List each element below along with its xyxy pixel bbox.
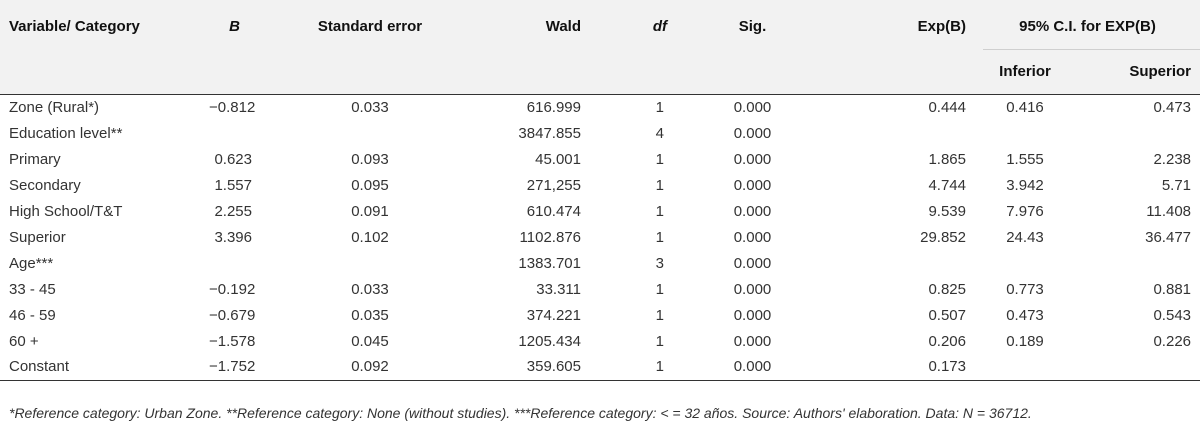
cell-category: Primary [9,150,61,168]
cell-sig: 0.000 [733,358,772,376]
cell-superior: 0.543 [1153,306,1192,324]
cell-category: Education level** [9,124,123,142]
cell-standard-error: 0.033 [351,98,389,116]
cell-standard-error: 0.095 [351,176,389,194]
cell-b: 3.396 [214,228,252,246]
cell-sig: 0.000 [733,124,772,142]
cell-category: 46 - 59 [9,306,56,324]
header-df: df [652,18,667,35]
cell-expb: 1.865 [928,150,966,168]
cell-wald: 610.474 [526,202,581,220]
cell-standard-error: 0.092 [351,358,389,376]
header-standard-error: Standard error [317,18,423,35]
header-confidence-interval: 95% C.I. for EXP(B) [975,0,1200,50]
cell-expb: 0.444 [928,98,966,116]
cell-inferior: 3.942 [1006,176,1044,194]
cell-df: 1 [655,332,664,350]
cell-sig: 0.000 [733,280,772,298]
cell-wald: 616.999 [526,98,581,116]
header-wald: Wald [545,18,581,35]
cell-inferior: 0.416 [1006,98,1044,116]
cell-superior: 5.71 [1161,176,1192,194]
header-sig: Sig. [738,18,767,35]
cell-standard-error: 0.102 [351,228,389,246]
cell-sig: 0.000 [733,254,772,272]
header-b: B [229,18,240,35]
cell-sig: 0.000 [733,150,772,168]
cell-superior [1075,120,1200,146]
table-row [0,354,1200,380]
header-inferior: Inferior [999,63,1051,81]
cell-expb: 0.507 [928,306,966,324]
cell-category: 33 - 45 [9,280,56,298]
cell-sig: 0.000 [733,332,772,350]
table-row [0,224,1200,250]
cell-wald: 271,255 [526,176,581,194]
cell-df: 1 [655,358,664,376]
cell-superior: 0.881 [1153,280,1192,298]
cell-b: −0.679 [209,306,256,324]
cell-wald: 374.221 [526,306,581,324]
table-row [0,146,1200,172]
cell-b [200,120,280,146]
table-footnote: *Reference category: Urban Zone. **Reference category: None (without studies). ***Reference category: < = 32 años. Source: Authors' elaboration. Data: N = 36712. [9,405,1032,421]
cell-superior: 36.477 [1145,228,1192,246]
cell-superior: 0.226 [1153,332,1192,350]
cell-expb: 0.173 [928,358,966,376]
cell-df: 1 [655,306,664,324]
cell-expb: 29.852 [920,228,966,246]
cell-sig: 0.000 [733,98,772,116]
cell-category: Zone (Rural*) [9,98,100,116]
cell-superior: 0.473 [1153,98,1192,116]
cell-sig: 0.000 [733,202,772,220]
cell-wald: 1102.876 [519,228,581,246]
cell-inferior: 24.43 [1006,228,1044,246]
cell-df: 1 [655,202,664,220]
cell-category: High School/T&T [9,202,123,220]
cell-inferior [975,250,1075,276]
cell-df: 1 [655,98,664,116]
cell-wald: 359.605 [526,358,581,376]
cell-sig: 0.000 [733,306,772,324]
cell-b: 1.557 [214,176,252,194]
table-row [0,276,1200,302]
cell-standard-error: 0.091 [351,202,389,220]
cell-standard-error: 0.045 [351,332,389,350]
table-row [0,250,1200,276]
header-expb: Exp(B) [917,18,966,35]
cell-b [200,250,280,276]
cell-superior: 2.238 [1153,150,1192,168]
cell-b: −1.752 [209,358,256,376]
cell-df: 1 [655,150,664,168]
cell-df: 4 [655,124,664,142]
header-superior: Superior [1129,63,1192,81]
table-body [0,94,1200,380]
cell-standard-error: 0.033 [351,280,389,298]
cell-b: −0.192 [209,280,256,298]
cell-df: 1 [655,228,664,246]
cell-expb: 0.206 [928,332,966,350]
cell-inferior: 0.773 [1006,280,1044,298]
cell-wald: 3847.855 [518,124,581,142]
table-row [0,94,1200,120]
cell-df: 3 [655,254,664,272]
cell-superior: 11.408 [1146,202,1192,220]
cell-b: 2.255 [214,202,252,220]
cell-inferior: 7.976 [1006,202,1044,220]
cell-sig: 0.000 [733,228,772,246]
cell-standard-error [280,250,460,276]
cell-wald: 45.001 [535,150,581,168]
table-header [0,0,1200,94]
cell-b: −0.812 [209,98,256,116]
cell-standard-error: 0.035 [351,306,389,324]
cell-wald: 1205.434 [518,332,581,350]
table-row [0,198,1200,224]
cell-wald: 1383.701 [518,254,581,272]
cell-inferior: 0.473 [1006,306,1044,324]
table-row [0,302,1200,328]
cell-inferior [975,354,1075,380]
cell-b: 0.623 [214,150,252,168]
header-row-top [0,0,1200,50]
table-row [0,172,1200,198]
cell-b: −1.578 [209,332,256,350]
cell-sig: 0.000 [733,176,772,194]
cell-superior [1075,354,1200,380]
cell-expb: 0.825 [928,280,966,298]
cell-standard-error: 0.093 [351,150,389,168]
cell-inferior [975,120,1075,146]
cell-df: 1 [655,280,664,298]
table-row [0,328,1200,354]
cell-expb [805,120,975,146]
cell-df: 1 [655,176,664,194]
cell-expb: 9.539 [928,202,966,220]
cell-category: Age*** [9,254,54,272]
cell-inferior: 0.189 [1006,332,1044,350]
header-variable: Variable/ Category [9,18,140,35]
cell-expb [805,250,975,276]
cell-category: Superior [9,228,66,246]
cell-standard-error [280,120,460,146]
cell-wald: 33.311 [536,280,581,298]
cell-inferior: 1.555 [1006,150,1044,168]
cell-category: Constant [9,358,70,376]
cell-category: Secondary [9,176,81,194]
cell-expb: 4.744 [928,176,966,194]
cell-superior [1075,250,1200,276]
table-row [0,120,1200,146]
cell-category: 60 + [9,332,39,350]
